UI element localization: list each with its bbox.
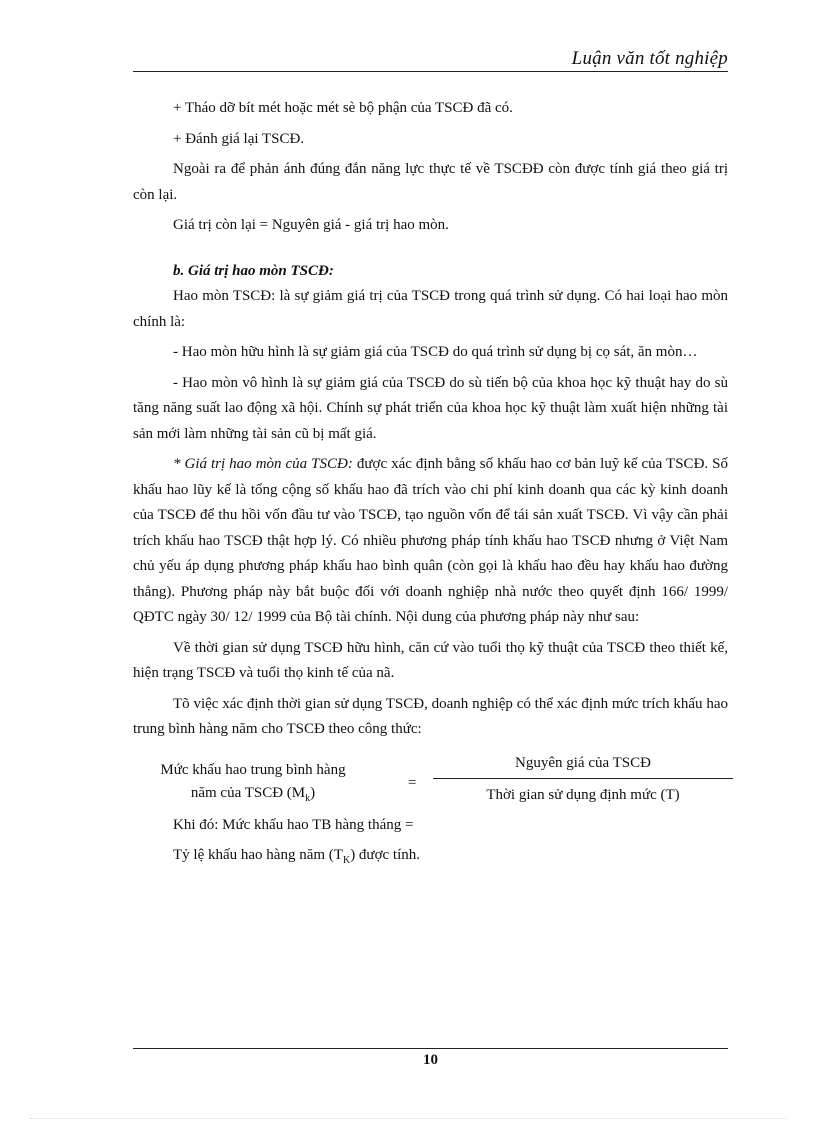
formula-denominator: Thời gian sử dụng định mức (T) bbox=[486, 786, 680, 803]
footer-rule bbox=[133, 1048, 728, 1049]
formula-left-line1: Mức khấu hao trung bình hàng bbox=[160, 761, 346, 778]
formula-subscript-k: k bbox=[305, 792, 311, 804]
paragraph-intangible-wear: - Hao mòn vô hình là sự giảm giá của TSCĐ do sù tiến bộ của khoa học kỹ thuật hay do sù tăng năng suất lao động xã hội. Chính sự phát triển của khoa học kỹ thuật làm xuất hiện những tài sản mới làm những tài sản cũ bị mất giá. bbox=[133, 374, 728, 442]
page-body bbox=[133, 96, 728, 874]
paragraph-dismantle: + Tháo dỡ bít mét hoặc mét sè bộ phận của TSCĐ đã có. bbox=[173, 100, 513, 116]
paragraph-residual-intro: Ngoài ra để phản ánh đúng đắn năng lực thực tế về TSCĐĐ còn được tính giá theo giá trị còn lại. bbox=[133, 161, 728, 203]
page-bottom-border bbox=[30, 1118, 786, 1119]
paragraph-depreciation-value bbox=[133, 452, 728, 631]
section-heading-depreciation: b. Giá trị hao mòn TSCĐ: bbox=[173, 262, 334, 279]
running-header-title: Luận văn tốt nghiệp bbox=[571, 48, 728, 69]
paragraph-formula-intro: Tõ việc xác định thời gian sử dụng TSCĐ, doanh nghiệp có thể xác định mức trích khấu hao trung bình hàng năm cho TSCĐ theo công thức: bbox=[133, 695, 728, 737]
depreciation-formula bbox=[133, 751, 728, 813]
formula-equals-sign: = bbox=[408, 774, 417, 791]
paragraph-annual-rate: Tỷ lệ khấu hao hàng năm $(T_K)$ được tính. bbox=[173, 847, 420, 866]
paragraph-residual-formula: Giá trị còn lại = Nguyên giá - giá trị hao mòn. bbox=[173, 217, 449, 233]
header-rule bbox=[133, 71, 728, 72]
paragraph-monthly-depreciation: Khi đó: Mức khấu hao TB hàng tháng = bbox=[173, 816, 414, 833]
paragraph-useful-life: Về thời gian sử dụng TSCĐ hữu hình, căn cứ vào tuổi thọ kỹ thuật của TSCĐ theo thiết kế, hiện trạng TSCĐ và tuổi thọ kinh tế của nã. bbox=[133, 639, 728, 681]
depreciation-value-text: được xác định bằng số khấu hao cơ bản luỹ kế của TSCĐ. Số khấu hao lũy kế là tổng cộng số khấu hao đã trích vào chi phí kinh doanh qua các kỳ kinh doanh của TSCĐ để thu hồi vốn đầu tư vào TSCĐ, tạo nguồn vốn để tái sản xuất TSCĐ. Vì vậy cần phải trích khấu hao TSCĐ thật hợp lý. Có nhiều phương pháp tính khấu hao TSCĐ nhưng ở Việt Nam chủ yếu áp dụng phương pháp khấu hao bình quân (còn gọi là khấu hao đều hay khấu hao đường thẳng). Phương pháp này bắt buộc đối với doanh nghiệp nhà nước theo quyết định 166/ 1999/ QĐTC ngày 30/ 12/ 1999 của Bộ tài chính. Nội dung của phương pháp này như sau: bbox=[133, 456, 728, 625]
paragraph-tangible-wear: - Hao mòn hữu hình là sự giảm giá của TSCĐ do quá trình sử dụng bị cọ sát, ăn mòn… bbox=[173, 344, 698, 360]
paragraph-revalue: + Đánh giá lại TSCĐ. bbox=[173, 130, 305, 147]
formula-fraction-bar bbox=[433, 778, 733, 779]
page-number: 10 bbox=[423, 1052, 438, 1068]
rate-subscript-k: K bbox=[342, 855, 351, 866]
paragraph-depreciation-definition: Hao mòn TSCĐ: là sự giảm giá trị của TSCĐ trong quá trình sử dụng. Có hai loại hao mòn chính là: bbox=[133, 288, 728, 330]
depreciation-value-lead: * Giá trị hao mòn của TSCĐ: bbox=[173, 456, 353, 472]
formula-numerator: Nguyên giá của TSCĐ bbox=[515, 754, 651, 771]
formula-left-side bbox=[133, 759, 373, 810]
formula-left-line2: năm của TSCĐ $(M_k)$ bbox=[190, 784, 316, 804]
